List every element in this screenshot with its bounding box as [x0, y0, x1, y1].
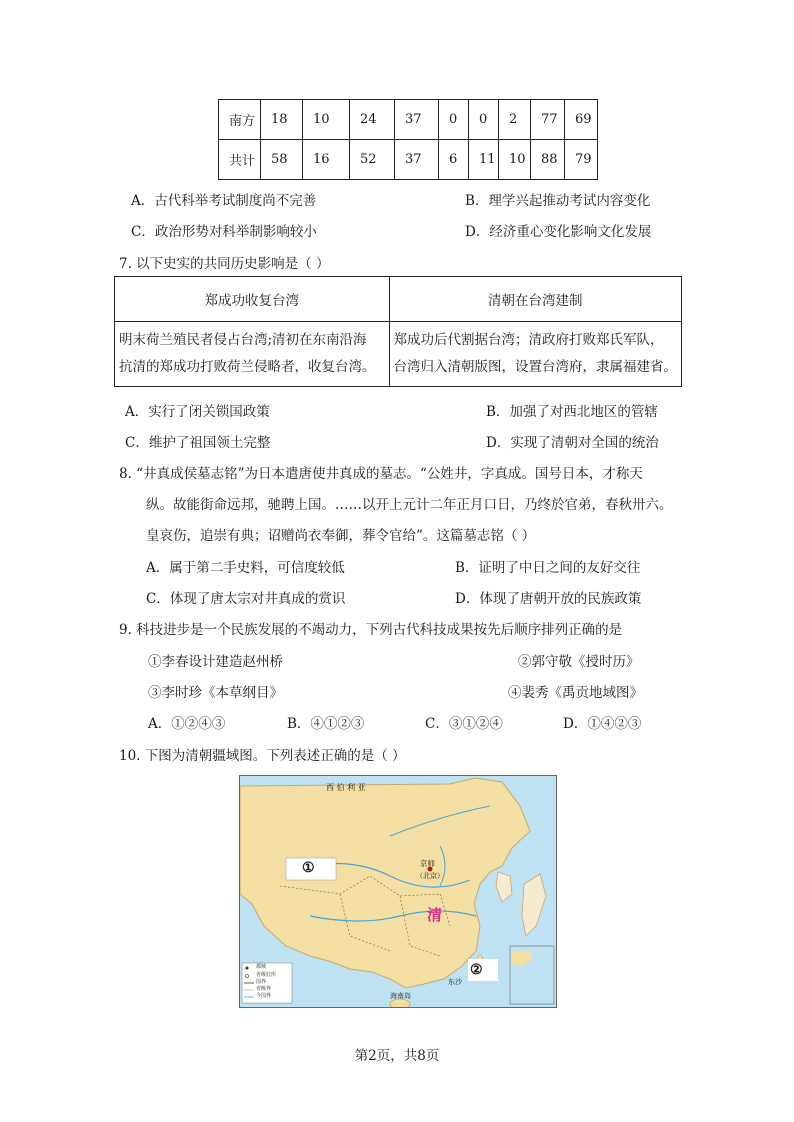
- q10-stem: 10. 下图为清朝疆域图。下列表述正确的是（ ）: [119, 748, 406, 764]
- table-cell: 0: [469, 100, 499, 140]
- map-hainan-label: 海南岛: [390, 992, 411, 1000]
- map-capital-sub: （北京）: [416, 872, 444, 880]
- map-country-label: 清: [427, 906, 443, 924]
- q7-option-c: C．维护了祖国领土完整: [125, 435, 271, 451]
- table-cell: 77: [531, 100, 565, 140]
- q8-stem-line: 纵。故能街命远邦，驰聘上国。……以开上元计二年正月口日，乃终於官弟，春秋卅六。: [146, 497, 673, 513]
- cell-line: 郑成功后代割据台湾；清政府打败郑氏军队，: [393, 332, 664, 348]
- table-cell: 南方: [219, 100, 261, 140]
- q8-stem-line: 皇哀伤，追崇有典；诏赠尚衣奉御，葬令官给”。这篇墓志铭（ ）: [146, 528, 536, 544]
- capital-legend-icon: [246, 967, 249, 970]
- table-row: [219, 100, 598, 140]
- q9-option-c: C．③①②④: [425, 716, 503, 732]
- q7-table: [114, 276, 682, 387]
- table-cell: 88: [531, 140, 565, 180]
- page-number: 第2页，共8页: [354, 1048, 440, 1064]
- table-row: [219, 140, 598, 180]
- q9-item: ④裴秀《禹贡地域图》: [508, 685, 643, 701]
- q8-option-b: B．证明了中日之间的友好交往: [455, 560, 641, 576]
- table-cell: 79: [565, 140, 598, 180]
- q8-option-a: A．属于第二手史料，可信度较低: [146, 560, 345, 576]
- table-cell: 10: [303, 100, 350, 140]
- table-cell: 18: [261, 100, 303, 140]
- q9-option-a: A．①②④③: [148, 716, 226, 732]
- map-region-label: 西 伯 利 亚: [326, 783, 366, 792]
- q7-option-d: D．实现了清朝对全国的统治: [486, 435, 659, 451]
- q6-option-c: C．政治形势对科举制影响较小: [131, 224, 317, 240]
- table-cell: 共计: [219, 140, 261, 180]
- table-header: 郑成功收复台湾: [115, 277, 390, 322]
- q8-stem-line: 8. “井真成侯墓志铭”为日本遣唐使井真成的墓志。“公姓井，字真成。国号日本，才称天: [119, 466, 643, 482]
- table-cell: 58: [261, 140, 303, 180]
- table-row: [115, 322, 682, 387]
- q7-option-b: B．加强了对西北地区的管辖: [486, 404, 658, 420]
- statistics-table: [218, 99, 598, 180]
- table-row: [115, 277, 682, 322]
- table-cell: 37: [395, 100, 439, 140]
- cell-line: 抗清的郑成功打败荷兰侵略者，收复台湾。: [119, 359, 376, 375]
- map-marker-2: ②: [470, 962, 483, 978]
- q9-option-d: D．①④②③: [563, 716, 642, 732]
- q8-option-c: C．体现了唐太宗对井真成的赏识: [146, 591, 346, 607]
- q9-option-b: B．④①②③: [287, 716, 365, 732]
- table-cell: 37: [395, 140, 439, 180]
- qing-territory-map: [239, 775, 557, 1008]
- legend-label: 省级界: [256, 986, 272, 992]
- q6-option-b: B．理学兴起推动考试内容变化: [465, 193, 651, 209]
- table-cell: 69: [565, 100, 598, 140]
- cell-line: 台湾归入清朝版图，设置台湾府，隶属福建省。: [393, 359, 677, 375]
- table-header: 清朝在台湾建制: [389, 277, 682, 322]
- q6-option-d: D．经济重心变化影响文化发展: [465, 224, 652, 240]
- legend-label: 都城: [256, 964, 267, 970]
- legend-label: 今国界: [256, 993, 272, 999]
- q9-stem: 9. 科技进步是一个民族发展的不竭动力，下列古代科技成果按先后顺序排列正确的是: [119, 622, 623, 638]
- table-cell: [389, 322, 682, 387]
- table-cell: 6: [439, 140, 469, 180]
- q9-item: ①李春设计建造赵州桥: [148, 654, 283, 670]
- table-cell: 0: [439, 100, 469, 140]
- cell-line: 明末荷兰殖民者侵占台湾;清初在东南沿海: [119, 332, 367, 348]
- legend-label: 省级驻所: [256, 972, 277, 978]
- q9-item: ③李时珍《本草纲目》: [148, 685, 283, 701]
- table-cell: 2: [499, 100, 531, 140]
- table-cell: 52: [350, 140, 395, 180]
- legend-label: 国界: [256, 979, 267, 985]
- table-cell: [115, 322, 390, 387]
- map-capital-label: 京师: [420, 859, 435, 868]
- map-marker-1: ①: [302, 860, 315, 876]
- q7-option-a: A．实行了闭关锁国政策: [125, 404, 270, 420]
- table-cell: 10: [499, 140, 531, 180]
- map-dongsha-label: 东沙: [448, 978, 462, 986]
- q9-item: ②郭守敬《授时历》: [518, 654, 640, 670]
- table-cell: 24: [350, 100, 395, 140]
- q7-stem: 7. 以下史实的共同历史影响是（ ）: [119, 256, 330, 272]
- q6-option-a: A．古代科举考试制度尚不完善: [131, 193, 317, 209]
- map-graphic: [240, 776, 556, 1007]
- table-cell: 16: [303, 140, 350, 180]
- table-cell: 11: [469, 140, 499, 180]
- q8-option-d: D．体现了唐朝开放的民族政策: [455, 591, 642, 607]
